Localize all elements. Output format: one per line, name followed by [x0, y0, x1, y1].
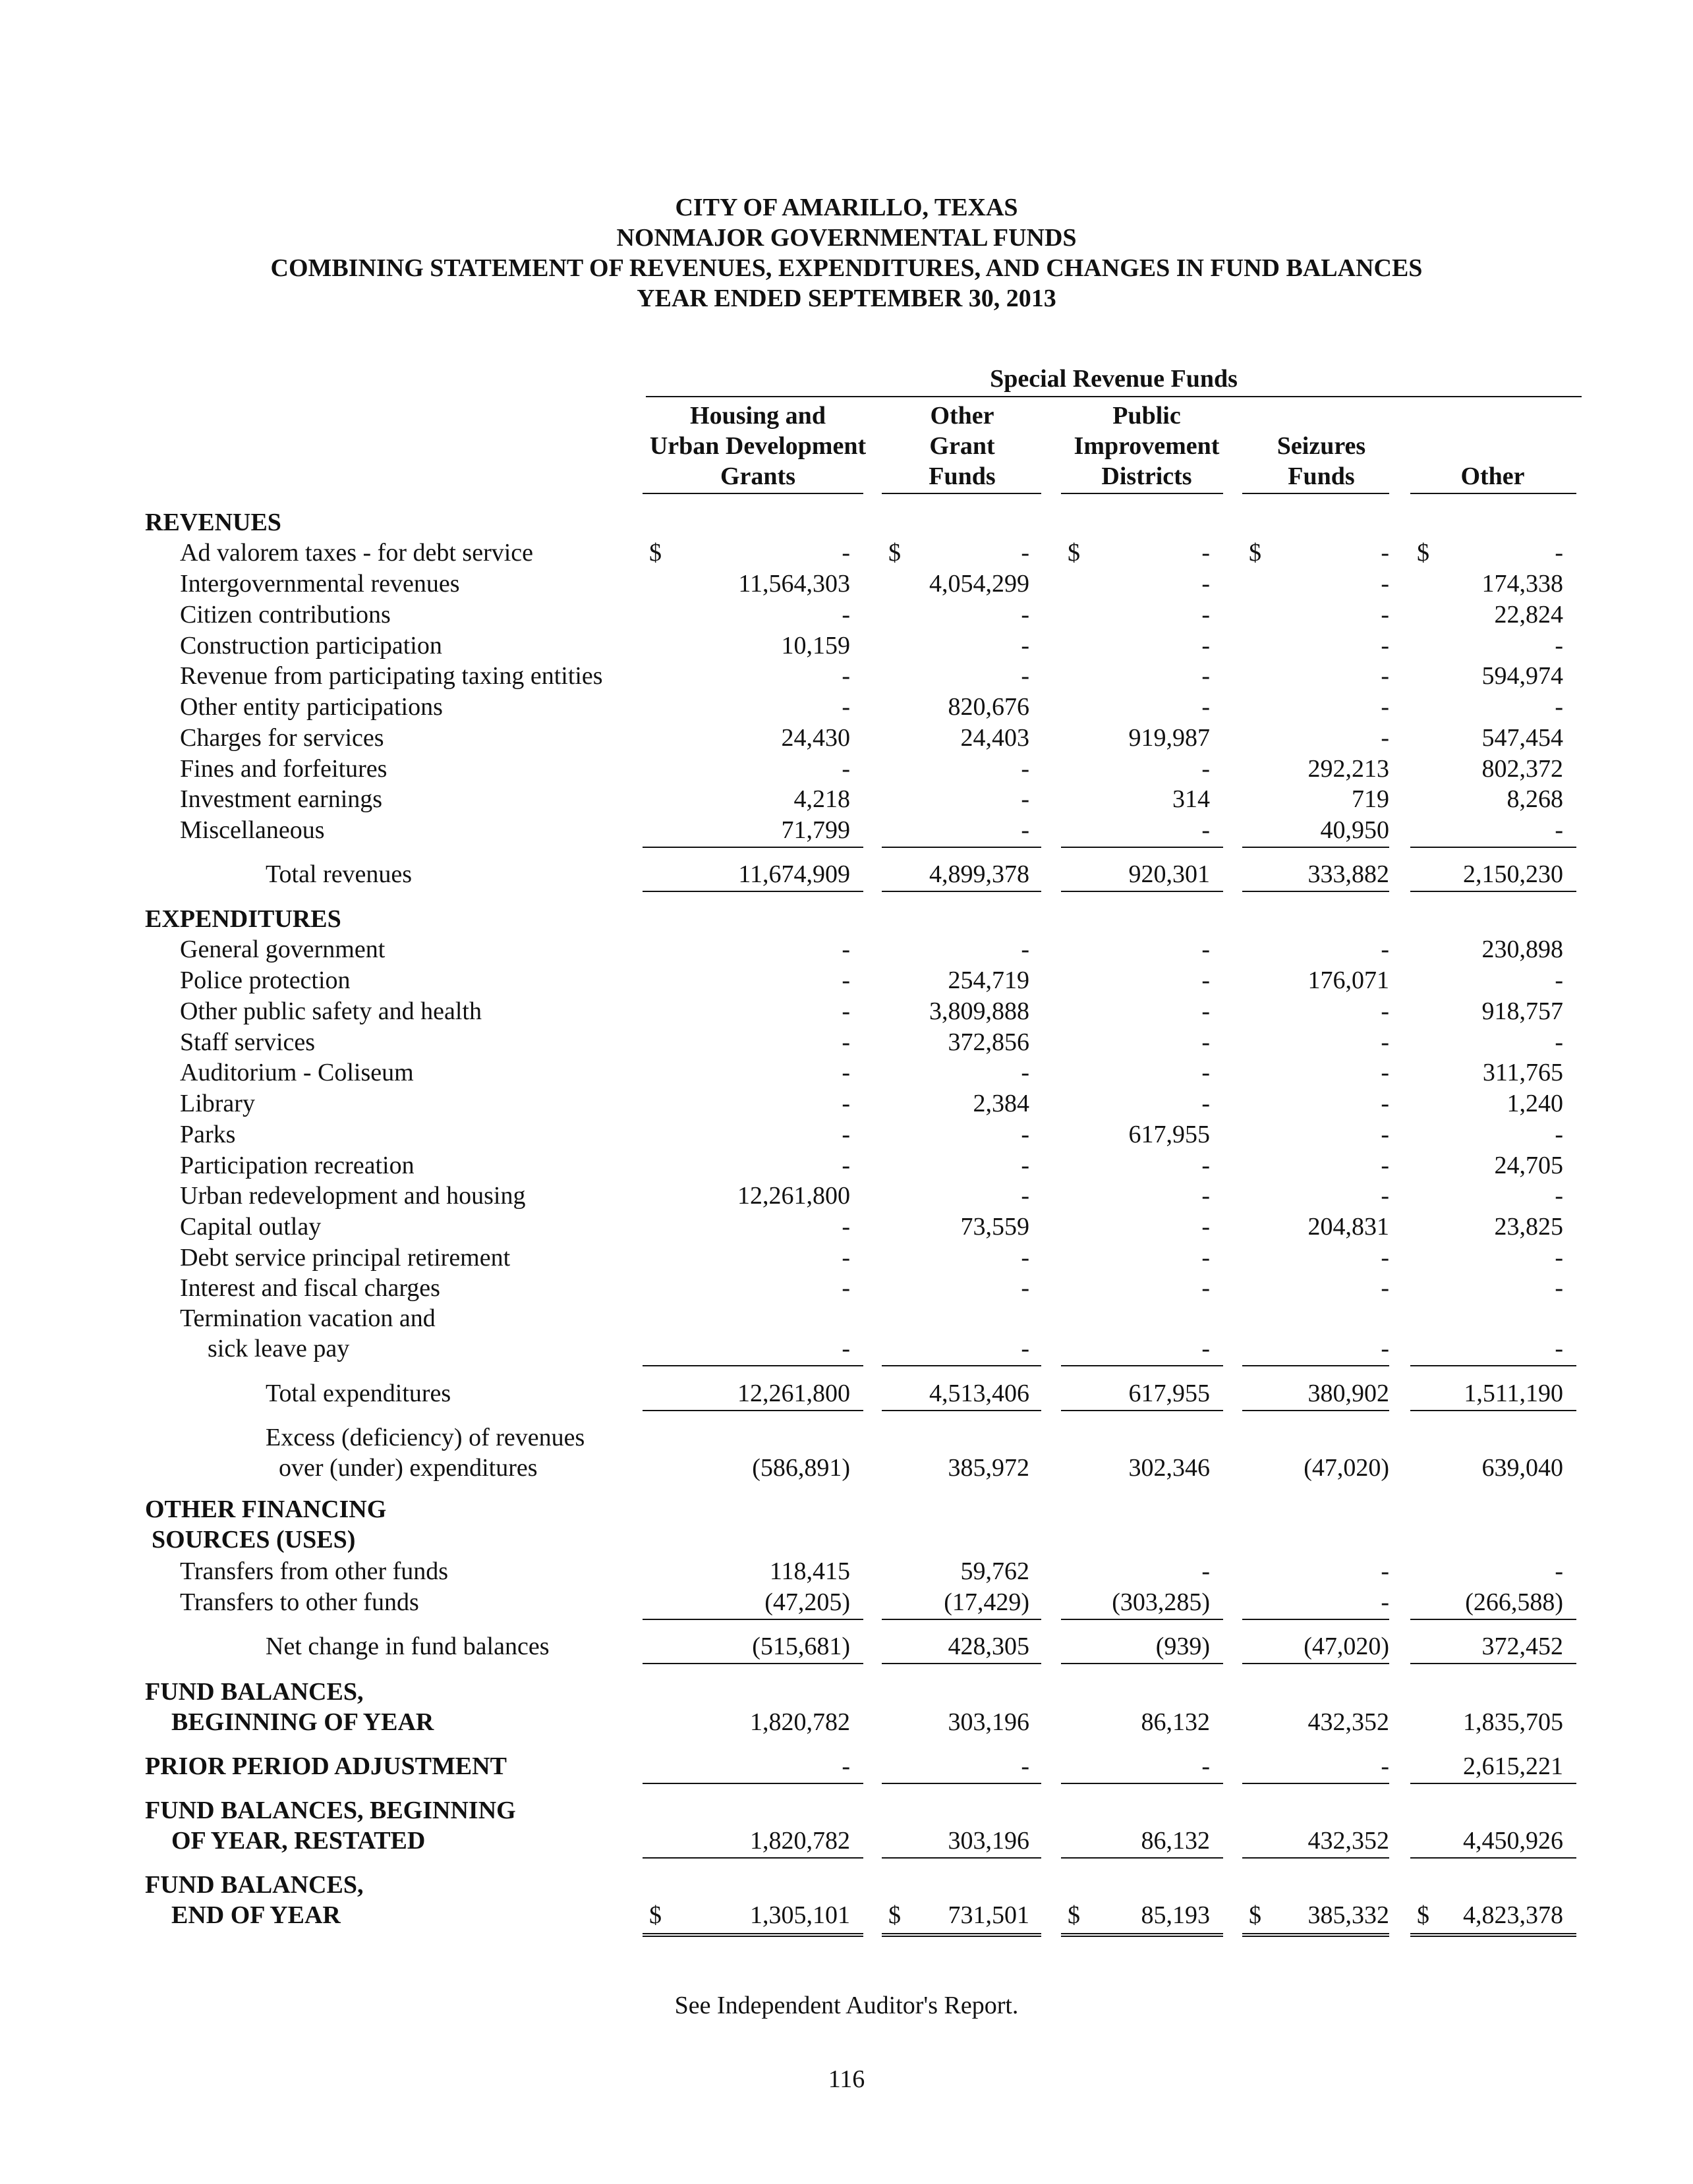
cell-taxing-entities-col-1: -: [842, 662, 850, 690]
cell-construction-col-4: -: [1381, 632, 1389, 659]
underline-total-revenues: [643, 891, 863, 892]
cell-citizen-col-5: 22,824: [1494, 601, 1563, 629]
underline-termination: [643, 1365, 863, 1366]
cell-transfers-to-col-1: (47,205): [764, 1588, 850, 1616]
row-label-parks: Parks: [180, 1121, 236, 1148]
cell-parks-col-5: -: [1555, 1121, 1563, 1148]
cell-construction-col-2: -: [1021, 632, 1029, 659]
underline-total-revenues: [1061, 891, 1223, 892]
cell-total-revenues-col-4: 333,882: [1307, 860, 1389, 888]
cell-charges-col-5: 547,454: [1481, 724, 1563, 752]
row-label-net-change: Net change in fund balances: [266, 1633, 550, 1660]
cell-debt-principal-col-4: -: [1381, 1244, 1389, 1272]
underline-total-expenditures: [882, 1410, 1041, 1411]
section-heading-fb-restated: FUND BALANCES, BEGINNING: [145, 1797, 516, 1824]
cell-capital-col-1: -: [842, 1213, 850, 1241]
cell-fines-col-1: -: [842, 755, 850, 783]
cell-fb-end-col-1: 1,305,101: [750, 1901, 850, 1929]
section-heading-fb-begin: FUND BALANCES,: [145, 1678, 364, 1706]
cell-fb-restated-col-5: 4,450,926: [1463, 1827, 1563, 1855]
underline-net-change: [882, 1663, 1041, 1664]
group-heading-rule: [646, 396, 1582, 397]
cell-general-gov-col-4: -: [1381, 936, 1389, 963]
cell-excess-col-1: (586,891): [752, 1454, 850, 1482]
row-label-investment: Investment earnings: [180, 785, 383, 813]
row-label-termination: Termination vacation and: [180, 1304, 436, 1332]
cell-auditorium-col-4: -: [1381, 1059, 1389, 1086]
underline-termination: [1061, 1365, 1223, 1366]
row-label-library: Library: [180, 1090, 255, 1117]
cell-urban-redev-col-2: -: [1021, 1182, 1029, 1210]
underline-total-expenditures: [1242, 1410, 1389, 1411]
double-underline-fb-end: [1242, 1933, 1389, 1937]
cell-other-safety-col-2: 3,809,888: [929, 997, 1029, 1025]
cell-interest-col-4: -: [1381, 1274, 1389, 1302]
cell-misc-col-3: -: [1201, 816, 1210, 844]
underline-prior-period: [1242, 1783, 1389, 1784]
cell-total-revenues-col-2: 4,899,378: [929, 860, 1029, 888]
cell-library-col-4: -: [1381, 1090, 1389, 1117]
cell-staff-col-1: -: [842, 1028, 850, 1056]
cell-fb-end-col-5: 4,823,378: [1463, 1901, 1563, 1929]
cell-parks-col-3: 617,955: [1128, 1121, 1210, 1148]
cell-parks-col-2: -: [1021, 1121, 1029, 1148]
currency-symbol: $: [649, 539, 662, 567]
cell-urban-redev-col-1: 12,261,800: [737, 1182, 850, 1210]
column-header-rule: [1061, 493, 1223, 494]
cell-fb-end-col-4: 385,332: [1307, 1901, 1389, 1929]
section-heading-other-financing: SOURCES (USES): [152, 1526, 356, 1554]
row-label-construction: Construction participation: [180, 632, 442, 659]
double-underline-fb-end: [1410, 1933, 1576, 1937]
report-title-line-4: YEAR ENDED SEPTEMBER 30, 2013: [637, 285, 1056, 312]
row-label-debt-principal: Debt service principal retirement: [180, 1244, 511, 1272]
currency-symbol: $: [649, 1901, 662, 1929]
section-heading-fb-begin: BEGINNING OF YEAR: [171, 1708, 434, 1736]
row-label-capital: Capital outlay: [180, 1213, 322, 1241]
cell-misc-col-4: 40,950: [1320, 816, 1389, 844]
cell-termination-col-5: -: [1555, 1335, 1563, 1362]
cell-total-expenditures-col-2: 4,513,406: [929, 1380, 1029, 1407]
cell-investment-col-1: 4,218: [793, 785, 850, 813]
cell-termination-col-2: -: [1021, 1335, 1029, 1362]
underline-termination: [882, 1365, 1041, 1366]
section-heading-fb-end: END OF YEAR: [171, 1901, 341, 1929]
column-header-pid: Public Improvement Districts: [1074, 402, 1220, 490]
cell-prior-period-col-4: -: [1381, 1752, 1389, 1780]
cell-charges-col-2: 24,403: [960, 724, 1029, 752]
cell-prior-period-col-2: -: [1021, 1752, 1029, 1780]
cell-net-change-col-5: 372,452: [1481, 1633, 1563, 1660]
cell-net-change-col-3: (939): [1155, 1633, 1210, 1660]
cell-participation-rec-col-1: -: [842, 1152, 850, 1179]
cell-general-gov-col-1: -: [842, 936, 850, 963]
cell-total-expenditures-col-1: 12,261,800: [737, 1380, 850, 1407]
cell-other-entity-col-3: -: [1201, 693, 1210, 721]
cell-charges-col-4: -: [1381, 724, 1389, 752]
currency-symbol: $: [888, 539, 901, 567]
cell-staff-col-3: -: [1201, 1028, 1210, 1056]
row-label-interest: Interest and fiscal charges: [180, 1274, 440, 1302]
column-header-other-grant: Other Grant Funds: [929, 402, 996, 490]
cell-interest-col-3: -: [1201, 1274, 1210, 1302]
cell-fb-end-col-3: 85,193: [1141, 1901, 1210, 1929]
cell-transfers-from-col-2: 59,762: [960, 1557, 1029, 1585]
underline-total-revenues: [1410, 891, 1576, 892]
cell-construction-col-3: -: [1201, 632, 1210, 659]
cell-library-col-1: -: [842, 1090, 850, 1117]
cell-participation-rec-col-2: -: [1021, 1152, 1029, 1179]
currency-symbol: $: [1417, 1901, 1429, 1929]
cell-capital-col-5: 23,825: [1494, 1213, 1563, 1241]
cell-other-entity-col-5: -: [1555, 693, 1563, 721]
row-label-participation-rec: Participation recreation: [180, 1152, 415, 1179]
section-heading-other-financing: OTHER FINANCING: [145, 1496, 387, 1523]
cell-fb-restated-col-4: 432,352: [1307, 1827, 1389, 1855]
underline-net-change: [643, 1663, 863, 1664]
cell-fines-col-4: 292,213: [1307, 755, 1389, 783]
cell-urban-redev-col-4: -: [1381, 1182, 1389, 1210]
cell-police-col-5: -: [1555, 966, 1563, 994]
underline-transfers-to: [882, 1619, 1041, 1620]
cell-termination-col-3: -: [1201, 1335, 1210, 1362]
cell-total-revenues-col-3: 920,301: [1128, 860, 1210, 888]
row-label-taxing-entities: Revenue from participating taxing entities: [180, 662, 603, 690]
row-label-citizen: Citizen contributions: [180, 601, 391, 629]
cell-parks-col-1: -: [842, 1121, 850, 1148]
row-label-staff: Staff services: [180, 1028, 316, 1056]
row-label-misc: Miscellaneous: [180, 816, 325, 844]
cell-misc-col-1: 71,799: [781, 816, 850, 844]
cell-other-entity-col-4: -: [1381, 693, 1389, 721]
special-revenue-funds-heading: Special Revenue Funds: [990, 365, 1238, 393]
cell-interest-col-1: -: [842, 1274, 850, 1302]
cell-fb-begin-col-2: 303,196: [948, 1708, 1029, 1736]
cell-taxing-entities-col-5: 594,974: [1481, 662, 1563, 690]
cell-fb-begin-col-3: 86,132: [1141, 1708, 1210, 1736]
cell-participation-rec-col-5: 24,705: [1494, 1152, 1563, 1179]
cell-investment-col-2: -: [1021, 785, 1029, 813]
cell-misc-col-5: -: [1555, 816, 1563, 844]
cell-intergovernmental-col-2: 4,054,299: [929, 570, 1029, 598]
cell-police-col-3: -: [1201, 966, 1210, 994]
underline-net-change: [1061, 1663, 1223, 1664]
cell-other-safety-col-4: -: [1381, 997, 1389, 1025]
section-heading-prior-period: PRIOR PERIOD ADJUSTMENT: [145, 1752, 507, 1780]
cell-termination-col-1: -: [842, 1335, 850, 1362]
underline-prior-period: [882, 1783, 1041, 1784]
cell-debt-principal-col-3: -: [1201, 1244, 1210, 1272]
cell-participation-rec-col-4: -: [1381, 1152, 1389, 1179]
cell-capital-col-4: 204,831: [1307, 1213, 1389, 1241]
auditor-report-note: See Independent Auditor's Report.: [674, 1992, 1019, 2019]
underline-misc: [643, 847, 863, 848]
cell-ad-valorem-col-4: -: [1381, 539, 1389, 567]
cell-auditorium-col-1: -: [842, 1059, 850, 1086]
cell-intergovernmental-col-4: -: [1381, 570, 1389, 598]
cell-misc-col-2: -: [1021, 816, 1029, 844]
cell-transfers-to-col-2: (17,429): [944, 1588, 1029, 1616]
row-label-excess: over (under) expenditures: [279, 1454, 538, 1482]
cell-capital-col-3: -: [1201, 1213, 1210, 1241]
section-heading-fb-restated: OF YEAR, RESTATED: [171, 1827, 426, 1855]
cell-library-col-2: 2,384: [973, 1090, 1029, 1117]
underline-total-expenditures: [643, 1410, 863, 1411]
cell-library-col-5: 1,240: [1506, 1090, 1563, 1117]
section-heading-revenues: REVENUES: [145, 509, 281, 536]
cell-termination-col-4: -: [1381, 1335, 1389, 1362]
cell-other-entity-col-2: 820,676: [948, 693, 1029, 721]
cell-general-gov-col-2: -: [1021, 936, 1029, 963]
cell-fb-end-col-2: 731,501: [948, 1901, 1029, 1929]
row-label-charges: Charges for services: [180, 724, 384, 752]
underline-misc: [1242, 847, 1389, 848]
cell-police-col-1: -: [842, 966, 850, 994]
cell-auditorium-col-3: -: [1201, 1059, 1210, 1086]
cell-fb-begin-col-5: 1,835,705: [1463, 1708, 1563, 1736]
underline-fb-restated: [1410, 1857, 1576, 1859]
cell-taxing-entities-col-3: -: [1201, 662, 1210, 690]
cell-ad-valorem-col-2: -: [1021, 539, 1029, 567]
underline-termination: [1410, 1365, 1576, 1366]
cell-charges-col-3: 919,987: [1128, 724, 1210, 752]
cell-fb-begin-col-1: 1,820,782: [750, 1708, 850, 1736]
cell-transfers-from-col-5: -: [1555, 1557, 1563, 1585]
cell-other-safety-col-5: 918,757: [1481, 997, 1563, 1025]
column-header-rule: [1410, 493, 1576, 494]
underline-misc: [1061, 847, 1223, 848]
cell-general-gov-col-3: -: [1201, 936, 1210, 963]
cell-excess-col-5: 639,040: [1481, 1454, 1563, 1482]
cell-transfers-to-col-3: (303,285): [1112, 1588, 1210, 1616]
cell-ad-valorem-col-3: -: [1201, 539, 1210, 567]
double-underline-fb-end: [643, 1933, 863, 1937]
underline-transfers-to: [1242, 1619, 1389, 1620]
currency-symbol: $: [888, 1901, 901, 1929]
column-header-rule: [882, 493, 1041, 494]
cell-net-change-col-2: 428,305: [948, 1633, 1029, 1660]
cell-intergovernmental-col-5: 174,338: [1481, 570, 1563, 598]
double-underline-fb-end: [882, 1933, 1041, 1937]
row-label-total-revenues: Total revenues: [266, 860, 413, 888]
cell-taxing-entities-col-4: -: [1381, 662, 1389, 690]
column-header-rule: [1242, 493, 1389, 494]
cell-debt-principal-col-5: -: [1555, 1244, 1563, 1272]
section-heading-expenditures: EXPENDITURES: [145, 905, 341, 933]
cell-investment-col-5: 8,268: [1506, 785, 1563, 813]
section-heading-fb-end: FUND BALANCES,: [145, 1871, 364, 1899]
cell-fines-col-5: 802,372: [1481, 755, 1563, 783]
cell-fb-begin-col-4: 432,352: [1307, 1708, 1389, 1736]
cell-debt-principal-col-1: -: [842, 1244, 850, 1272]
cell-staff-col-4: -: [1381, 1028, 1389, 1056]
row-label-transfers-from: Transfers from other funds: [180, 1557, 449, 1585]
underline-total-expenditures: [1061, 1410, 1223, 1411]
cell-urban-redev-col-5: -: [1555, 1182, 1563, 1210]
cell-citizen-col-3: -: [1201, 601, 1210, 629]
underline-prior-period: [1061, 1783, 1223, 1784]
row-label-termination: sick leave pay: [208, 1335, 350, 1362]
report-title-line-3: COMBINING STATEMENT OF REVENUES, EXPENDITURES, AND CHANGES IN FUND BALANCES: [270, 254, 1423, 282]
cell-construction-col-1: 10,159: [781, 632, 850, 659]
row-label-other-entity: Other entity participations: [180, 693, 443, 721]
cell-total-revenues-col-5: 2,150,230: [1463, 860, 1563, 888]
underline-misc: [882, 847, 1041, 848]
cell-auditorium-col-2: -: [1021, 1059, 1029, 1086]
cell-other-safety-col-1: -: [842, 997, 850, 1025]
currency-symbol: $: [1249, 1901, 1261, 1929]
row-label-ad-valorem: Ad valorem taxes - for debt service: [180, 539, 534, 567]
underline-net-change: [1410, 1663, 1576, 1664]
cell-debt-principal-col-2: -: [1021, 1244, 1029, 1272]
column-header-other: Other: [1460, 462, 1525, 490]
underline-prior-period: [643, 1783, 863, 1784]
underline-net-change: [1242, 1663, 1389, 1664]
cell-fines-col-2: -: [1021, 755, 1029, 783]
cell-interest-col-5: -: [1555, 1274, 1563, 1302]
column-header-seizures: Seizures Funds: [1277, 432, 1366, 490]
cell-other-safety-col-3: -: [1201, 997, 1210, 1025]
cell-other-entity-col-1: -: [842, 693, 850, 721]
cell-participation-rec-col-3: -: [1201, 1152, 1210, 1179]
cell-staff-col-2: 372,856: [948, 1028, 1029, 1056]
cell-fb-restated-col-1: 1,820,782: [750, 1827, 850, 1855]
cell-transfers-from-col-1: 118,415: [769, 1557, 850, 1585]
report-title-line-2: NONMAJOR GOVERNMENTAL FUNDS: [616, 224, 1077, 252]
cell-auditorium-col-5: 311,765: [1482, 1059, 1563, 1086]
cell-staff-col-5: -: [1555, 1028, 1563, 1056]
cell-police-col-2: 254,719: [948, 966, 1029, 994]
cell-total-revenues-col-1: 11,674,909: [738, 860, 850, 888]
report-title-line-1: CITY OF AMARILLO, TEXAS: [675, 194, 1018, 221]
cell-police-col-4: 176,071: [1307, 966, 1389, 994]
underline-total-expenditures: [1410, 1410, 1576, 1411]
cell-general-gov-col-5: 230,898: [1481, 936, 1563, 963]
cell-intergovernmental-col-1: 11,564,303: [738, 570, 850, 598]
row-label-intergovernmental: Intergovernmental revenues: [180, 570, 460, 598]
underline-fb-restated: [1242, 1857, 1389, 1859]
cell-total-expenditures-col-5: 1,511,190: [1464, 1380, 1563, 1407]
cell-prior-period-col-5: 2,615,221: [1463, 1752, 1563, 1780]
cell-prior-period-col-1: -: [842, 1752, 850, 1780]
row-label-total-expenditures: Total expenditures: [266, 1380, 451, 1407]
underline-prior-period: [1410, 1783, 1576, 1784]
underline-total-revenues: [1242, 891, 1389, 892]
underline-misc: [1410, 847, 1576, 848]
cell-ad-valorem-col-1: -: [842, 539, 850, 567]
cell-taxing-entities-col-2: -: [1021, 662, 1029, 690]
cell-investment-col-3: 314: [1172, 785, 1210, 813]
column-header-hud: Housing and Urban Development Grants: [649, 402, 867, 490]
cell-total-expenditures-col-3: 617,955: [1128, 1380, 1210, 1407]
row-label-fines: Fines and forfeitures: [180, 755, 387, 783]
cell-ad-valorem-col-5: -: [1555, 539, 1563, 567]
row-label-auditorium: Auditorium - Coliseum: [180, 1059, 414, 1086]
row-label-transfers-to: Transfers to other funds: [180, 1588, 419, 1616]
cell-citizen-col-4: -: [1381, 601, 1389, 629]
currency-symbol: $: [1068, 539, 1080, 567]
cell-fines-col-3: -: [1201, 755, 1210, 783]
underline-fb-restated: [643, 1857, 863, 1859]
cell-library-col-3: -: [1201, 1090, 1210, 1117]
cell-fb-restated-col-2: 303,196: [948, 1827, 1029, 1855]
row-label-general-gov: General government: [180, 936, 386, 963]
row-label-police: Police protection: [180, 966, 351, 994]
cell-net-change-col-1: (515,681): [752, 1633, 850, 1660]
cell-citizen-col-2: -: [1021, 601, 1029, 629]
cell-charges-col-1: 24,430: [781, 724, 850, 752]
currency-symbol: $: [1417, 539, 1429, 567]
cell-construction-col-5: -: [1555, 632, 1563, 659]
page-number: 116: [828, 2065, 865, 2093]
column-header-rule: [643, 493, 863, 494]
row-label-other-safety: Other public safety and health: [180, 997, 482, 1025]
cell-citizen-col-1: -: [842, 601, 850, 629]
cell-investment-col-4: 719: [1352, 785, 1389, 813]
cell-interest-col-2: -: [1021, 1274, 1029, 1302]
cell-excess-col-4: (47,020): [1304, 1454, 1389, 1482]
cell-total-expenditures-col-4: 380,902: [1307, 1380, 1389, 1407]
underline-transfers-to: [1061, 1619, 1223, 1620]
currency-symbol: $: [1068, 1901, 1080, 1929]
cell-intergovernmental-col-3: -: [1201, 570, 1210, 598]
underline-total-revenues: [882, 891, 1041, 892]
cell-urban-redev-col-3: -: [1201, 1182, 1210, 1210]
underline-termination: [1242, 1365, 1389, 1366]
cell-fb-restated-col-3: 86,132: [1141, 1827, 1210, 1855]
cell-prior-period-col-3: -: [1201, 1752, 1210, 1780]
underline-fb-restated: [882, 1857, 1041, 1859]
row-label-excess: Excess (deficiency) of revenues: [266, 1424, 585, 1451]
cell-excess-col-2: 385,972: [948, 1454, 1029, 1482]
underline-transfers-to: [1410, 1619, 1576, 1620]
cell-parks-col-4: -: [1381, 1121, 1389, 1148]
cell-transfers-from-col-4: -: [1381, 1557, 1389, 1585]
cell-transfers-to-col-4: -: [1381, 1588, 1389, 1616]
cell-net-change-col-4: (47,020): [1304, 1633, 1389, 1660]
double-underline-fb-end: [1061, 1933, 1223, 1937]
cell-transfers-to-col-5: (266,588): [1465, 1588, 1563, 1616]
cell-capital-col-2: 73,559: [960, 1213, 1029, 1241]
currency-symbol: $: [1249, 539, 1261, 567]
cell-transfers-from-col-3: -: [1201, 1557, 1210, 1585]
underline-transfers-to: [643, 1619, 863, 1620]
cell-excess-col-3: 302,346: [1128, 1454, 1210, 1482]
underline-fb-restated: [1061, 1857, 1223, 1859]
row-label-urban-redev: Urban redevelopment and housing: [180, 1182, 526, 1210]
